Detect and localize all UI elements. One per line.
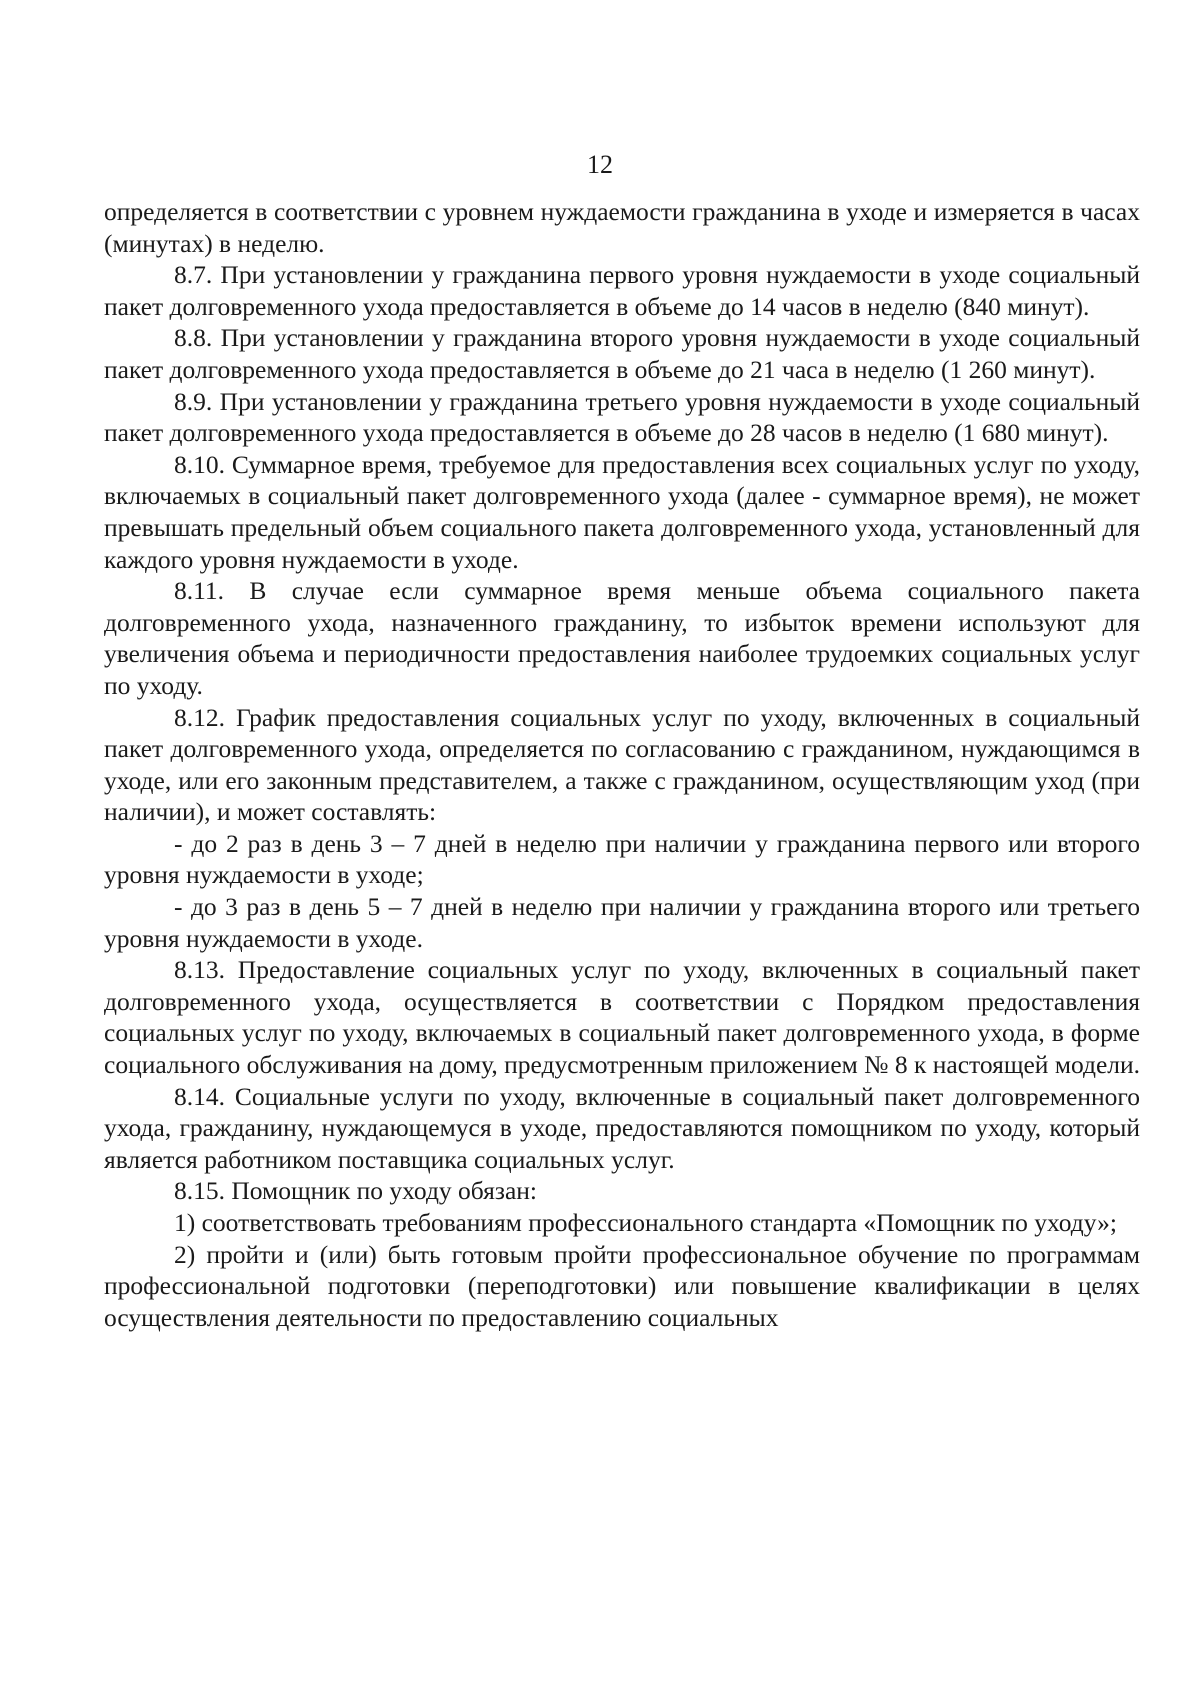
list-item-duty-1: 1) соответствовать требованиям профессионального стандарта «Помощник по уходу»;: [174, 1208, 1117, 1237]
document-body: [104, 196, 1140, 1333]
paragraph-8-10: 8.10. Суммарное время, требуемое для предоставления всех социальных услуг по уходу, включаемых в социальный пакет долговременного ухода (далее - суммарное время), не может превышать предельный объем социального пакета долговременного ухода, установленный для каждого уровня нуждаемости в уходе.: [104, 449, 1140, 574]
paragraph-8-15: 8.15. Помощник по уходу обязан:: [174, 1176, 537, 1206]
page-number: 12: [587, 150, 613, 179]
list-item-duty-2: 2) пройти и (или) быть готовым пройти профессиональное обучение по программам профессиональной подготовки (переподготовки) или повышение квалификации в целях осуществления деятельности по предоставлению социальных: [104, 1239, 1140, 1332]
list-item-schedule-2: - до 3 раз в день 5 – 7 дней в неделю при наличии у гражданина второго или третьего уровня нуждаемости в уходе.: [104, 892, 1140, 953]
paragraph-8-11: 8.11. В случае если суммарное время меньше объема социального пакета долговременного ухода, назначенного гражданину, то избыток времени используют для увеличения объема и периодичности предоставления наиболее трудоемких социальных услуг по уходу.: [104, 576, 1140, 700]
list-item-schedule-1: - до 2 раз в день 3 – 7 дней в неделю при наличии у гражданина первого или второго уровня нуждаемости в уходе;: [104, 828, 1140, 890]
paragraph-8-9: 8.9. При установлении у гражданина третьего уровня нуждаемости в уходе социальный пакет долговременного ухода предоставляется в объеме до 28 часов в неделю (1 680 минут).: [104, 386, 1140, 448]
paragraph-8-13: 8.13. Предоставление социальных услуг по уходу, включенных в социальный пакет долговременного ухода, осуществляется в соответствии с Порядком предоставления социальных услуг по уходу, включаемых в социальный пакет долговременного ухода, в форме социального обслуживания на дому, предусмотренным приложением № 8 к настоящей модели.: [104, 955, 1141, 1080]
paragraph-8-14: 8.14. Социальные услуги по уходу, включенные в социальный пакет долговременного ухода, гражданину, нуждающемуся в уходе, предоставляются помощником по уходу, который является работником поставщика социальных услуг.: [104, 1081, 1140, 1174]
paragraph-8-7: 8.7. При установлении у гражданина первого уровня нуждаемости в уходе социальный пакет долговременного ухода предоставляется в объеме до 14 часов в неделю (840 минут).: [104, 260, 1140, 321]
paragraph-8-12: 8.12. График предоставления социальных услуг по уходу, включенных в социальный пакет долговременного ухода, определяется по согласованию с гражданином, нуждающимся в уходе, или его законным представителем, а также с гражданином, осуществляющим уход (при наличии), и может составлять:: [104, 702, 1140, 827]
paragraph-8-8: 8.8. При установлении у гражданина второго уровня нуждаемости в уходе социальный пакет долговременного ухода предоставляется в объеме до 21 часа в неделю (1 260 минут).: [104, 323, 1140, 384]
paragraph-continuation: определяется в соответствии с уровнем нуждаемости гражданина в уходе и измеряется в часах (минутах) в неделю.: [104, 197, 1140, 258]
